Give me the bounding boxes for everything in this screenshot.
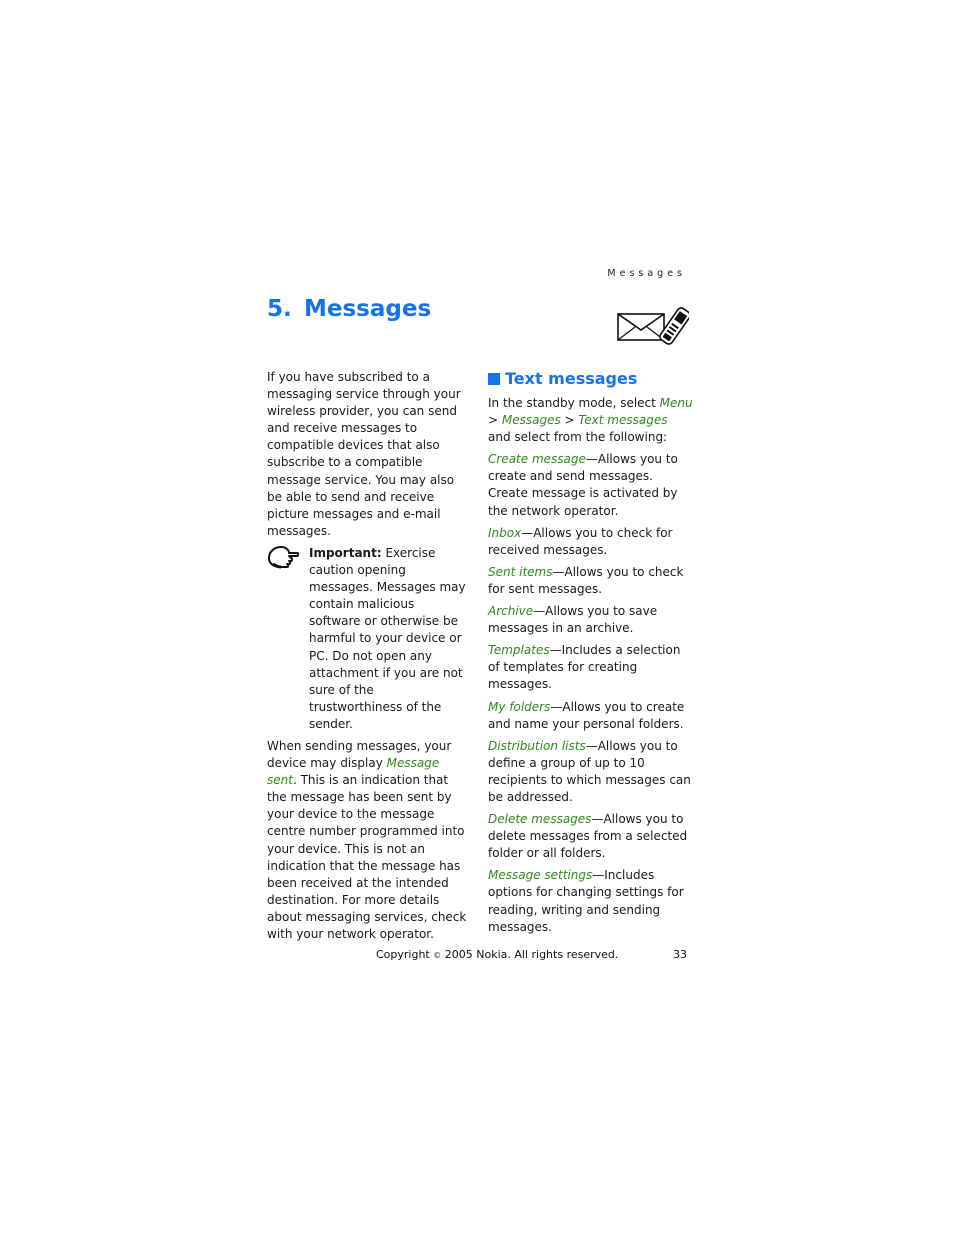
- sending-text-post: . This is an indication that the message has been sent by your device to the message centre number programmed into your device. This is not an indication that the message has been received at the intended destination. For more details about messaging services, check with your network operator.: [267, 773, 467, 941]
- option-message-settings: [488, 867, 693, 935]
- option-templates: [488, 642, 693, 693]
- option-name: Distribution lists: [488, 738, 586, 753]
- option-desc: —Allows you to delete messages from a selected folder or all folders.: [488, 812, 688, 861]
- menu-path-paragraph: [488, 395, 693, 446]
- right-column: [488, 369, 693, 936]
- hand-pointer-icon: [267, 545, 299, 571]
- menu-path-pre: In the standby mode, select: [488, 396, 660, 410]
- option-desc: —Includes a selection of templates for creating messages.: [488, 643, 681, 692]
- option-my-folders: [488, 699, 693, 733]
- intro-paragraph: If you have subscribed to a messaging service through your wireless provider, you can send and receive messages to compatible devices that also subscribe to a compatible message service. You may also be able to send and receive picture messages and e-mail messages.: [267, 370, 461, 538]
- page-number: 33: [673, 948, 687, 961]
- running-head: Messages: [607, 268, 686, 279]
- option-create-message: [488, 451, 693, 519]
- option-desc: —Allows you to check for sent messages.: [488, 564, 684, 596]
- section-title-text: Text messages: [505, 369, 638, 388]
- important-text: [309, 545, 469, 733]
- important-body: Exercise caution opening messages. Messages may contain malicious software or otherwise be harmful to your device or PC. Do not open any attachment if you are not sure of the trustworthiness of the sender.: [309, 545, 466, 731]
- option-desc: —Allows you to create and send messages. Create message is activated by the network operator.: [488, 452, 678, 518]
- section-bullet-square: [488, 373, 500, 385]
- option-name: Sent items: [488, 564, 553, 579]
- option-name: Message settings: [488, 868, 593, 883]
- ui-term-text-messages: Text messages: [578, 413, 668, 428]
- chapter-number: 5.: [267, 296, 292, 322]
- copyright-post: 2005 Nokia. All rights reserved.: [441, 948, 619, 961]
- option-inbox: [488, 525, 693, 559]
- option-distribution-lists: [488, 738, 693, 806]
- option-name: Create message: [488, 452, 586, 467]
- menu-path-post: and select from the following:: [488, 430, 668, 445]
- ui-term-message-sent: Message sent: [267, 756, 440, 788]
- option-desc: —Allows you to define a group of up to 10 recipients to which messages can be addressed.: [488, 738, 691, 804]
- left-column: [267, 369, 469, 943]
- copyright-pre: Copyright: [376, 948, 434, 961]
- chapter-title-text: Messages: [304, 296, 432, 322]
- chapter-title: [267, 296, 431, 322]
- sending-text-pre: When sending messages, your device may display: [267, 738, 452, 771]
- option-name: Inbox: [488, 525, 522, 540]
- section-title: [488, 369, 693, 389]
- option-desc: —Includes options for changing settings for reading, writing and sending messages.: [488, 868, 684, 934]
- option-name: Templates: [488, 643, 550, 658]
- option-name: Delete messages: [488, 812, 592, 827]
- option-desc: —Allows you to save messages in an archive.: [488, 604, 658, 636]
- option-name: My folders: [488, 699, 551, 714]
- copyright-symbol: ©: [433, 951, 442, 960]
- option-delete-messages: [488, 811, 693, 862]
- menu-path-separator: >: [560, 413, 579, 428]
- important-note: [267, 545, 469, 733]
- option-name: Archive: [488, 604, 534, 619]
- envelope-phone-icon: [615, 306, 689, 348]
- important-label: Important:: [309, 545, 382, 560]
- ui-term-messages: Messages: [501, 413, 561, 428]
- option-desc: —Allows you to check for received messages.: [488, 525, 673, 557]
- option-sent-items: [488, 564, 693, 598]
- option-desc: —Allows you to create and name your personal folders.: [488, 699, 685, 731]
- footer-copyright: [376, 948, 618, 961]
- ui-term-menu: Menu: [659, 396, 693, 410]
- sending-paragraph: [267, 738, 469, 943]
- option-archive: [488, 603, 693, 637]
- menu-path-separator: >: [488, 413, 502, 428]
